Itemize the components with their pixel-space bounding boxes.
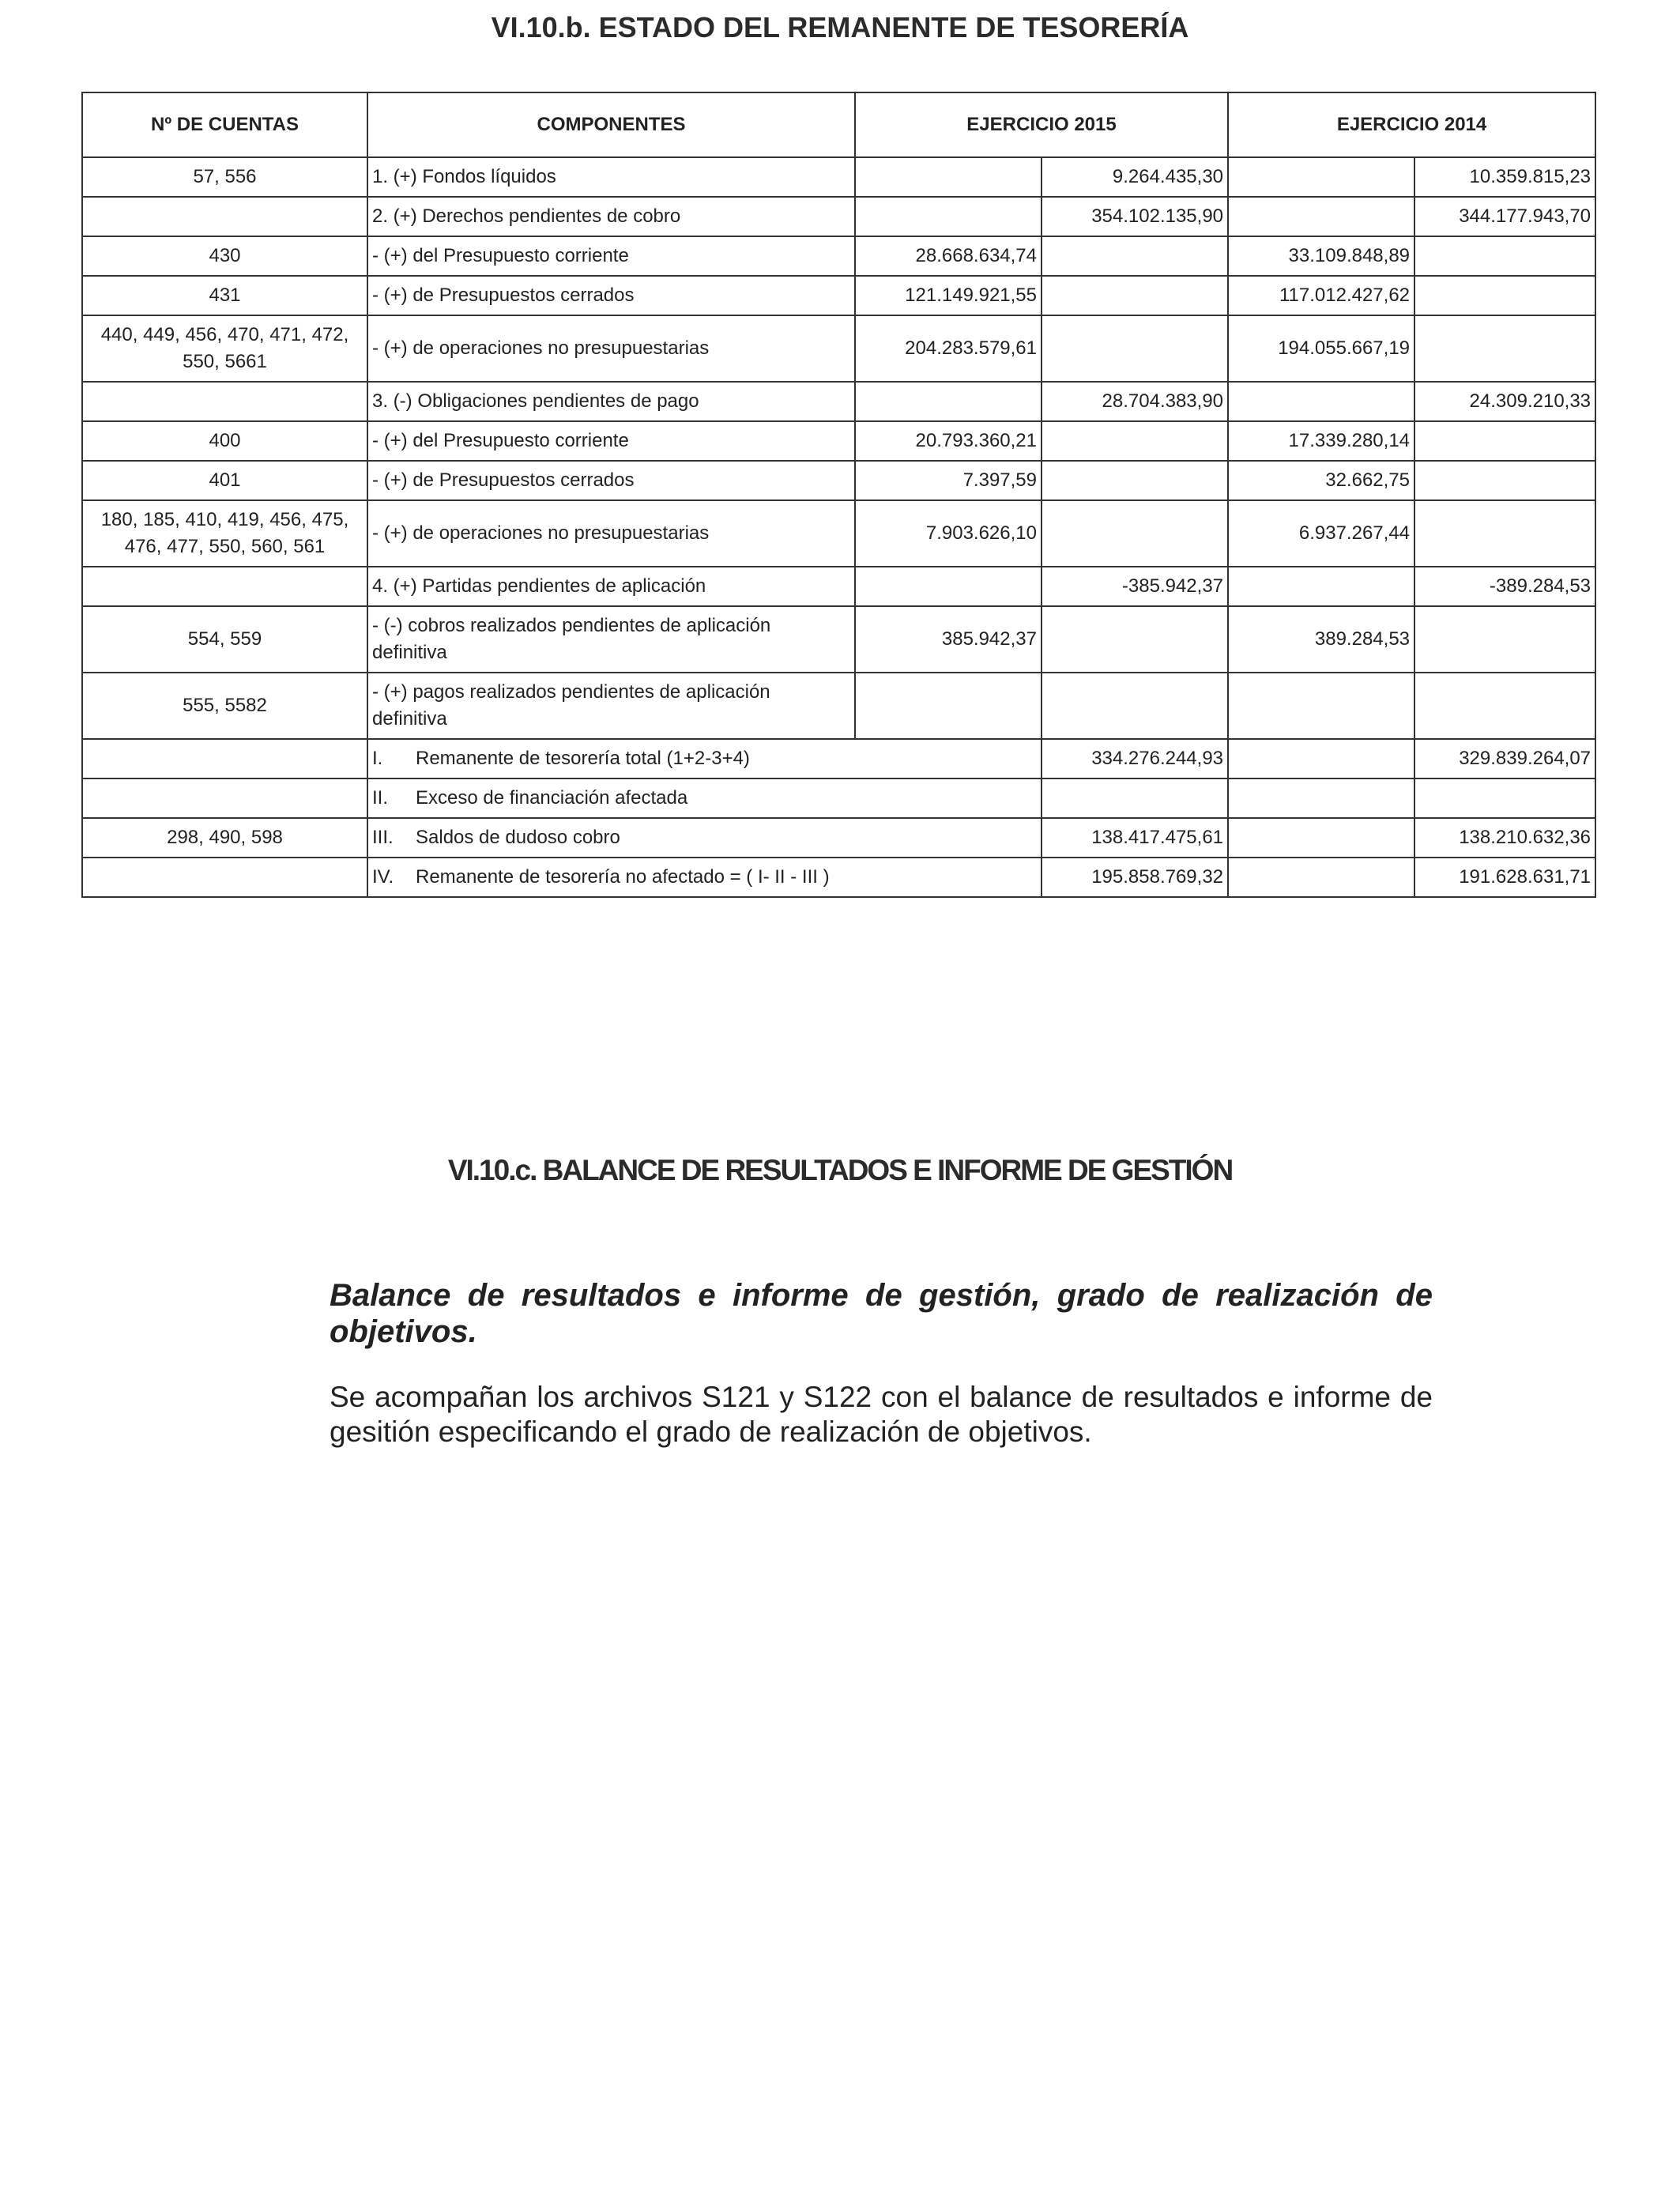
cell-2014-partial	[1228, 778, 1414, 818]
table-row	[82, 673, 1595, 739]
cell-cuentas	[82, 197, 367, 236]
summary-row	[82, 818, 1595, 858]
cell-2014-partial	[1228, 739, 1414, 778]
cell-2014-total	[1414, 606, 1595, 673]
cell-2015-total: 195.858.769,32	[1042, 858, 1228, 897]
cell-2014-partial: 32.662,75	[1228, 461, 1414, 500]
summary-label: Remanente de tesorería total (1+2-3+4)	[416, 748, 750, 769]
cell-cuentas: 180, 185, 410, 419, 456, 475, 476, 477, 550, 560, 561	[82, 500, 367, 567]
cell-2015-total	[1042, 778, 1228, 818]
roman-numeral: II.	[372, 787, 389, 809]
cell-2014-partial: 6.937.267,44	[1228, 500, 1414, 567]
cell-2014-partial	[1228, 197, 1414, 236]
cell-cuentas: 555, 5582	[82, 673, 367, 739]
cell-cuentas: 554, 559	[82, 606, 367, 673]
cell-2015-total	[1042, 421, 1228, 461]
cell-2015-total	[1042, 500, 1228, 567]
table-row	[82, 567, 1595, 606]
cell-summary-label	[367, 778, 1042, 818]
cell-2014-partial	[1228, 858, 1414, 897]
cell-2015-total: 9.264.435,30	[1042, 157, 1228, 197]
cell-2014-total: 344.177.943,70	[1414, 197, 1595, 236]
table-row	[82, 236, 1595, 276]
table-row	[82, 315, 1595, 382]
summary-row	[82, 778, 1595, 818]
cell-2015-total	[1042, 236, 1228, 276]
cell-2014-total: 138.210.632,36	[1414, 818, 1595, 858]
cell-2015-partial: 385.942,37	[855, 606, 1042, 673]
cell-2014-total	[1414, 673, 1595, 739]
header-ejercicio-2014: EJERCICIO 2014	[1228, 92, 1595, 157]
cell-componente: - (+) del Presupuesto corriente	[367, 236, 855, 276]
cell-cuentas	[82, 858, 367, 897]
section-title: VI.10.c. BALANCE DE RESULTADOS E INFORME DE GESTIÓN	[447, 1154, 1233, 1186]
table-row	[82, 382, 1595, 421]
cell-2015-partial: 28.668.634,74	[855, 236, 1042, 276]
cell-componente: - (+) de Presupuestos cerrados	[367, 461, 855, 500]
cell-2015-partial: 20.793.360,21	[855, 421, 1042, 461]
cell-cuentas: 401	[82, 461, 367, 500]
cell-2014-total	[1414, 315, 1595, 382]
header-ejercicio-2015: EJERCICIO 2015	[855, 92, 1228, 157]
cell-2014-partial: 194.055.667,19	[1228, 315, 1414, 382]
summary-label: Saldos de dudoso cobro	[416, 827, 620, 848]
cell-cuentas: 430	[82, 236, 367, 276]
table-row	[82, 197, 1595, 236]
cell-cuentas	[82, 778, 367, 818]
cell-cuentas: 400	[82, 421, 367, 461]
cell-2015-total	[1042, 315, 1228, 382]
cell-2014-total: 329.839.264,07	[1414, 739, 1595, 778]
table-row	[82, 461, 1595, 500]
table-row	[82, 606, 1595, 673]
header-cuentas: Nº DE CUENTAS	[82, 92, 367, 157]
cell-2015-total: 334.276.244,93	[1042, 739, 1228, 778]
cell-2015-partial: 7.903.626,10	[855, 500, 1042, 567]
cell-2015-partial	[855, 673, 1042, 739]
page-title: VI.10.b. ESTADO DEL REMANENTE DE TESORERÍA	[491, 11, 1189, 43]
roman-numeral: I.	[372, 748, 383, 769]
cell-componente: - (+) pagos realizados pendientes de aplicación definitiva	[367, 673, 855, 739]
cell-componente: - (+) de operaciones no presupuestarias	[367, 500, 855, 567]
cell-cuentas: 431	[82, 276, 367, 315]
table-row	[82, 157, 1595, 197]
cell-2015-total	[1042, 461, 1228, 500]
cell-cuentas	[82, 567, 367, 606]
cell-cuentas: 57, 556	[82, 157, 367, 197]
cell-2014-partial: 17.339.280,14	[1228, 421, 1414, 461]
cell-2015-total: 138.417.475,61	[1042, 818, 1228, 858]
cell-2014-partial: 117.012.427,62	[1228, 276, 1414, 315]
cell-cuentas: 298, 490, 598	[82, 818, 367, 858]
cell-2014-total	[1414, 421, 1595, 461]
cell-2014-total	[1414, 236, 1595, 276]
cell-2014-total: 191.628.631,71	[1414, 858, 1595, 897]
cell-2015-partial	[855, 197, 1042, 236]
cell-componente: 3. (-) Obligaciones pendientes de pago	[367, 382, 855, 421]
cell-2014-partial	[1228, 157, 1414, 197]
cell-componente: 2. (+) Derechos pendientes de cobro	[367, 197, 855, 236]
cell-2014-partial	[1228, 673, 1414, 739]
table-row	[82, 276, 1595, 315]
table-header-row	[82, 92, 1595, 157]
remanente-table	[81, 92, 1596, 898]
summary-label: Exceso de financiación afectada	[416, 787, 688, 809]
cell-2014-total: 10.359.815,23	[1414, 157, 1595, 197]
cell-2015-total: 28.704.383,90	[1042, 382, 1228, 421]
cell-2015-partial	[855, 382, 1042, 421]
table-row	[82, 421, 1595, 461]
cell-2014-total	[1414, 461, 1595, 500]
cell-summary-label	[367, 858, 1042, 897]
cell-cuentas	[82, 382, 367, 421]
cell-2015-total: -385.942,37	[1042, 567, 1228, 606]
cell-componente: - (+) del Presupuesto corriente	[367, 421, 855, 461]
cell-2015-total: 354.102.135,90	[1042, 197, 1228, 236]
cell-componente: - (-) cobros realizados pendientes de aplicación definitiva	[367, 606, 855, 673]
body-paragraph: Se acompañan los archivos S121 y S122 con el balance de resultados e informe de gesitión especificando el grado de realización de objetivos.	[330, 1381, 1433, 1448]
cell-2014-total	[1414, 500, 1595, 567]
cell-2014-total: -389.284,53	[1414, 567, 1595, 606]
cell-componente: - (+) de operaciones no presupuestarias	[367, 315, 855, 382]
cell-2015-partial	[855, 157, 1042, 197]
cell-componente: 4. (+) Partidas pendientes de aplicación	[367, 567, 855, 606]
cell-2014-partial	[1228, 818, 1414, 858]
cell-2014-partial: 33.109.848,89	[1228, 236, 1414, 276]
summary-row	[82, 739, 1595, 778]
cell-2014-total: 24.309.210,33	[1414, 382, 1595, 421]
header-componentes: COMPONENTES	[367, 92, 855, 157]
summary-row	[82, 858, 1595, 897]
cell-2014-total	[1414, 276, 1595, 315]
roman-numeral: IV.	[372, 866, 394, 888]
roman-numeral: III.	[372, 827, 394, 848]
cell-2015-partial: 121.149.921,55	[855, 276, 1042, 315]
cell-2015-partial: 7.397,59	[855, 461, 1042, 500]
cell-2015-partial: 204.283.579,61	[855, 315, 1042, 382]
cell-2015-partial	[855, 567, 1042, 606]
cell-2014-partial: 389.284,53	[1228, 606, 1414, 673]
cell-2015-total	[1042, 606, 1228, 673]
summary-label: Remanente de tesorería no afectado = ( I- II - III )	[416, 866, 830, 888]
cell-2014-partial	[1228, 567, 1414, 606]
cell-2015-total	[1042, 276, 1228, 315]
subheading: Balance de resultados e informe de gestión, grado de realización de objetivos.	[330, 1278, 1433, 1349]
cell-cuentas: 440, 449, 456, 470, 471, 472, 550, 5661	[82, 315, 367, 382]
cell-componente: 1. (+) Fondos líquidos	[367, 157, 855, 197]
cell-2015-total	[1042, 673, 1228, 739]
table-row	[82, 500, 1595, 567]
cell-componente: - (+) de Presupuestos cerrados	[367, 276, 855, 315]
cell-2014-partial	[1228, 382, 1414, 421]
cell-2014-total	[1414, 778, 1595, 818]
cell-summary-label	[367, 739, 1042, 778]
cell-summary-label	[367, 818, 1042, 858]
cell-cuentas	[82, 739, 367, 778]
